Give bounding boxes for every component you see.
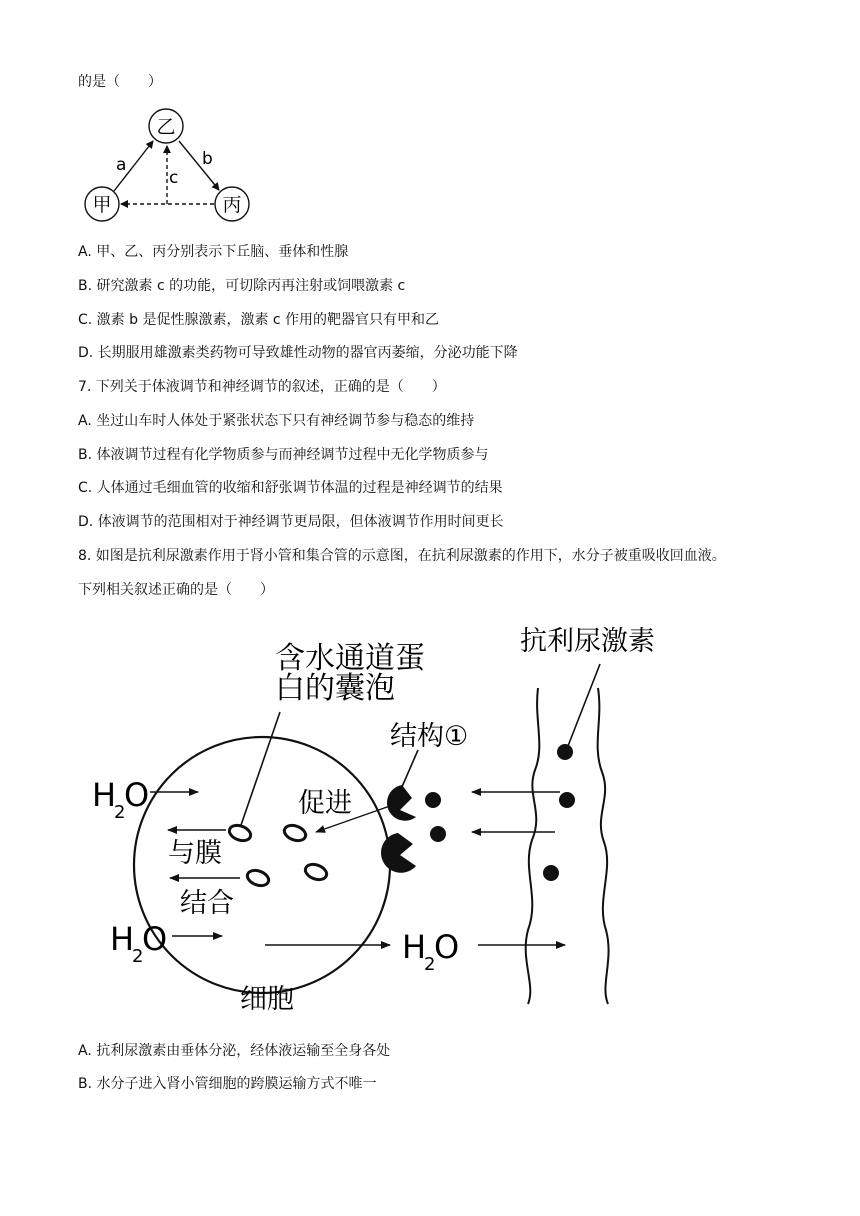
label-fuse-line2: 结合 <box>180 888 234 919</box>
label-a: a <box>116 155 127 175</box>
receptor-structure-1 <box>387 785 416 821</box>
h2o-label-middle <box>402 928 459 975</box>
svg-text:H: H <box>110 920 135 958</box>
svg-text:2: 2 <box>114 802 126 823</box>
q6-option-d: D. 长期服用雄激素类药物可导致雄性动物的器官丙萎缩，分泌功能下降 <box>78 345 518 361</box>
q7-stem: 7. 下列关于体液调节和神经调节的叙述，正确的是（ ） <box>78 379 446 395</box>
label-cell: 细胞 <box>240 984 294 1015</box>
q6-stem-tail: 的是（ ） <box>78 74 162 90</box>
label-adh: 抗利尿激素 <box>520 626 655 657</box>
label-structure-1: 结构① <box>390 721 469 752</box>
adh-dot <box>430 826 446 842</box>
vessel-left-wall <box>526 688 540 1004</box>
q7-option-b: B. 体液调节过程有化学物质参与而神经调节过程中无化学物质参与 <box>78 447 489 463</box>
q7-option-a: A. 坐过山车时人体处于紧张状态下只有神经调节参与稳态的维持 <box>78 413 475 429</box>
node-bing: 丙 <box>222 194 242 216</box>
pointer-vesicle <box>240 712 280 828</box>
label-b: b <box>202 149 213 169</box>
vessel-right-wall <box>598 688 609 1004</box>
node-jia: 甲 <box>92 194 112 216</box>
pointer-adh <box>568 664 600 746</box>
svg-text:O: O <box>142 920 168 958</box>
svg-text:H: H <box>402 928 427 966</box>
adh-dot <box>425 792 441 808</box>
vesicle <box>227 823 328 889</box>
svg-text:O: O <box>124 776 150 814</box>
label-fuse-line1: 与膜 <box>168 838 222 869</box>
q6-option-a: A. 甲、乙、丙分别表示下丘脑、垂体和性腺 <box>78 244 349 260</box>
pointer-structure <box>398 750 418 796</box>
q7-option-c: C. 人体通过毛细血管的收缩和舒张调节体温的过程是神经调节的结果 <box>78 480 503 496</box>
q7-option-d: D. 体液调节的范围相对于神经调节更局限，但体液调节作用时间更长 <box>78 514 504 530</box>
svg-text:H: H <box>92 776 117 814</box>
label-c: c <box>169 168 179 188</box>
adh-dot <box>559 792 575 808</box>
q6-option-c: C. 激素 b 是促性腺激素，激素 c 作用的靶器官只有甲和乙 <box>78 312 440 328</box>
q6-option-b: B. 研究激素 c 的功能，可切除丙再注射或饲喂激素 c <box>78 278 406 294</box>
adh-dot <box>543 865 559 881</box>
q8-option-a: A. 抗利尿激素由垂体分泌，经体液运输至全身各处 <box>78 1043 391 1059</box>
svg-text:O: O <box>434 928 460 966</box>
q8-stem-line1: 8. 如图是抗利尿激素作用于肾小管和集合管的示意图，在抗利尿激素的作用下，水分子被重吸收回血液。 <box>78 548 726 564</box>
arrow-b <box>179 141 219 190</box>
q8-stem-line2: 下列相关叙述正确的是（ ） <box>78 582 274 598</box>
label-vesicle-line2: 白的囊泡 <box>275 671 395 706</box>
h2o-label-bottom-left <box>110 920 167 967</box>
svg-text:2: 2 <box>424 954 436 975</box>
q8-option-b: B. 水分子进入肾小管细胞的跨膜运输方式不唯一 <box>78 1076 377 1092</box>
q8-adh-figure <box>0 600 860 1030</box>
h2o-label-top-left <box>92 776 149 823</box>
svg-text:2: 2 <box>132 946 144 967</box>
q6-hormone-diagram <box>78 106 268 228</box>
adh-dot <box>557 744 573 760</box>
label-vesicle-line1: 含水通道蛋 <box>275 641 425 676</box>
label-promote: 促进 <box>298 788 352 819</box>
node-yi: 乙 <box>156 116 176 138</box>
